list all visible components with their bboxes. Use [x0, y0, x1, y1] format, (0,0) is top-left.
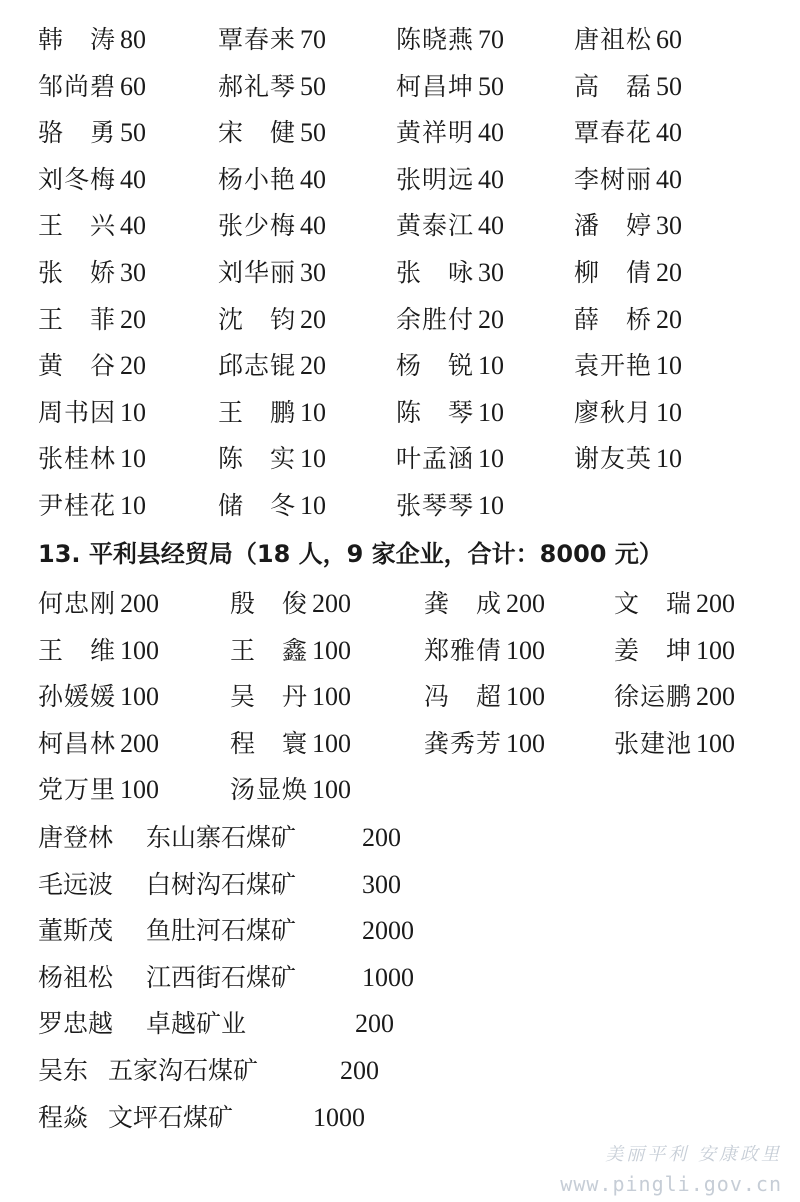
donor-entry	[574, 113, 682, 153]
donation-amount: 200	[696, 682, 736, 712]
donor-name: 储 冬	[218, 491, 297, 520]
enterprise-amount: 2000	[362, 916, 414, 946]
donation-amount: 20	[656, 258, 683, 287]
donor-entry	[38, 20, 146, 60]
donor-name: 张建池	[614, 728, 693, 758]
donor-name: 张 咏	[396, 258, 475, 287]
donor-name: 黄泰江	[396, 211, 475, 241]
donation-amount: 20	[656, 304, 683, 334]
donor-entry	[396, 253, 504, 293]
donation-amount: 10	[478, 491, 505, 520]
donor-name: 薛 桥	[574, 304, 653, 334]
donor-name: 徐运鹏	[614, 682, 693, 712]
donation-amount: 10	[120, 491, 147, 520]
watermark-url: www.pingli.gov.cn	[560, 1172, 782, 1196]
donation-amount: 100	[120, 635, 160, 665]
donation-amount: 20	[120, 304, 147, 334]
donor-name: 黄 谷	[38, 351, 117, 381]
donor-entry	[230, 631, 351, 671]
donation-amount: 100	[506, 728, 546, 758]
donor-name: 李树丽	[574, 164, 653, 194]
donor-entry	[218, 160, 326, 200]
donor-name: 廖秋月	[574, 397, 653, 427]
donor-entry	[38, 677, 159, 717]
donation-amount: 40	[478, 211, 505, 241]
donor-name: 王 兴	[38, 211, 117, 241]
donation-amount: 200	[120, 589, 160, 618]
donor-entry	[396, 439, 504, 479]
donation-amount: 100	[696, 728, 736, 758]
enterprise-company: 文坪石煤矿	[108, 1102, 234, 1132]
donor-entry	[38, 160, 146, 200]
donation-amount: 50	[478, 71, 505, 101]
donor-entry	[218, 300, 326, 340]
donor-entry	[38, 724, 159, 764]
donation-amount: 100	[120, 775, 160, 805]
donor-entry	[396, 113, 504, 153]
enterprise-amount: 300	[362, 869, 401, 899]
donation-amount: 100	[312, 682, 352, 712]
donation-amount: 30	[478, 258, 505, 287]
donation-amount: 200	[696, 589, 736, 618]
donor-name: 覃春花	[574, 118, 653, 148]
donor-entry	[574, 67, 682, 107]
donor-entry	[218, 486, 326, 526]
donor-entry	[424, 677, 545, 717]
donor-name: 尹桂花	[38, 491, 117, 520]
section-title: 13. 平利县经贸局（18 人，9 家企业，合计：8000 元）	[38, 540, 663, 568]
donor-entry	[218, 67, 326, 107]
donor-entry	[38, 206, 146, 246]
donor-name: 邹尚碧	[38, 71, 117, 101]
enterprise-company: 卓越矿业	[146, 1009, 247, 1039]
donation-amount: 10	[656, 351, 683, 381]
donation-amount: 10	[478, 444, 505, 474]
donation-amount: 200	[120, 728, 160, 758]
enterprise-person: 程焱	[38, 1102, 89, 1132]
donation-amount: 40	[120, 164, 147, 194]
donor-name: 张少梅	[218, 211, 297, 241]
donor-name: 刘华丽	[218, 258, 297, 287]
donor-entry	[38, 346, 146, 386]
donation-amount: 20	[478, 304, 505, 334]
donor-entry	[574, 20, 682, 60]
donor-name: 殷 俊	[230, 589, 309, 618]
donor-name: 孙媛媛	[38, 682, 117, 712]
donor-entry	[574, 346, 682, 386]
donor-name: 唐祖松	[574, 25, 653, 54]
donor-entry	[38, 253, 146, 293]
donor-name: 程 寰	[230, 728, 309, 758]
donation-amount: 80	[120, 25, 147, 54]
donor-entry	[38, 584, 159, 624]
donor-entry	[218, 253, 326, 293]
donation-amount: 100	[312, 635, 352, 665]
donor-entry	[38, 300, 146, 340]
donor-name: 何忠刚	[38, 589, 117, 618]
donation-amount: 30	[656, 211, 683, 241]
donation-amount: 40	[300, 164, 327, 194]
donor-entry	[230, 724, 351, 764]
donor-entry	[614, 584, 735, 624]
donation-amount: 70	[478, 25, 505, 54]
donor-entry	[38, 770, 159, 810]
enterprise-amount: 200	[340, 1056, 379, 1085]
donor-name: 邱志锟	[218, 351, 297, 381]
donor-entry	[230, 677, 351, 717]
donor-name: 陈晓燕	[396, 25, 475, 54]
donor-name: 周书因	[38, 397, 117, 427]
enterprise-company: 江西街石煤矿	[146, 962, 297, 992]
donation-amount: 40	[656, 118, 683, 148]
donor-name: 陈 实	[218, 444, 297, 474]
donor-entry	[218, 393, 326, 433]
donor-name: 叶孟涵	[396, 444, 475, 474]
donor-entry	[574, 393, 682, 433]
enterprise-person: 罗忠越	[38, 1009, 114, 1039]
donation-amount: 40	[478, 118, 505, 148]
donor-name: 高 磊	[574, 71, 653, 101]
donation-amount: 30	[300, 258, 327, 287]
donor-entry	[574, 206, 682, 246]
donor-name: 文 瑞	[614, 589, 693, 618]
donor-entry	[218, 439, 326, 479]
donor-entry	[230, 770, 351, 810]
donor-name: 汤显焕	[230, 775, 309, 805]
donor-name: 王 维	[38, 635, 117, 665]
donor-name: 郑雅倩	[424, 635, 503, 665]
donor-entry	[396, 67, 504, 107]
donor-name: 黄祥明	[396, 118, 475, 148]
donor-name: 王 鹏	[218, 397, 297, 427]
donation-amount: 40	[120, 211, 147, 241]
donation-amount: 10	[656, 397, 683, 427]
enterprise-person: 唐登林	[38, 823, 114, 852]
donor-entry	[38, 631, 159, 671]
donation-amount: 10	[478, 397, 505, 427]
donor-entry	[38, 439, 146, 479]
donor-entry	[396, 20, 504, 60]
donation-amount: 50	[656, 71, 683, 101]
enterprise-company: 鱼肚河石煤矿	[146, 916, 297, 946]
donor-entry	[38, 393, 146, 433]
donor-name: 龚 成	[424, 589, 503, 618]
donation-amount: 50	[300, 118, 327, 148]
watermark-text: 美丽平利 安康政里	[605, 1144, 782, 1165]
donor-name: 张琴琴	[396, 491, 475, 520]
donor-name: 韩 涛	[38, 25, 117, 54]
donation-amount: 10	[120, 397, 147, 427]
donor-name: 龚秀芳	[424, 728, 503, 758]
donor-entry	[396, 206, 504, 246]
donor-entry	[396, 346, 504, 386]
donor-name: 柯昌林	[38, 728, 117, 758]
donation-amount: 20	[300, 351, 327, 381]
donor-entry	[614, 724, 735, 764]
donation-amount: 200	[506, 589, 546, 618]
donor-entry	[218, 346, 326, 386]
donation-amount: 20	[120, 351, 147, 381]
enterprise-amount: 200	[355, 1009, 394, 1039]
donor-name: 刘冬梅	[38, 164, 117, 194]
donation-amount: 10	[300, 444, 327, 474]
donation-amount: 60	[656, 25, 683, 54]
donor-entry	[396, 300, 504, 340]
donation-amount: 10	[478, 351, 505, 381]
donor-entry	[424, 631, 545, 671]
donor-name: 宋 健	[218, 118, 297, 148]
donation-amount: 30	[120, 258, 147, 287]
donor-entry	[424, 584, 545, 624]
donor-entry	[396, 486, 504, 526]
donation-amount: 20	[300, 304, 327, 334]
enterprise-person: 董斯茂	[38, 916, 114, 946]
donor-name: 沈 钧	[218, 304, 297, 334]
donor-name: 柳 倩	[574, 258, 653, 287]
donation-amount: 100	[506, 682, 546, 712]
donation-amount: 10	[300, 397, 327, 427]
enterprise-company: 东山寨石煤矿	[146, 823, 297, 852]
donor-name: 袁开艳	[574, 351, 653, 381]
donor-name: 吴 丹	[230, 682, 309, 712]
donor-name: 王 鑫	[230, 635, 309, 665]
enterprise-company: 白树沟石煤矿	[146, 869, 297, 899]
donor-entry	[574, 439, 682, 479]
donor-name: 潘 婷	[574, 211, 653, 241]
donor-name: 郝礼琴	[218, 71, 297, 101]
donor-entry	[574, 160, 682, 200]
donation-amount: 40	[656, 164, 683, 194]
enterprise-amount: 1000	[362, 962, 414, 992]
donor-entry	[614, 677, 735, 717]
enterprise-person: 毛远波	[38, 869, 114, 899]
donation-amount: 100	[696, 635, 736, 665]
donor-name: 王 菲	[38, 304, 117, 334]
donor-entry	[614, 631, 735, 671]
donor-entry	[396, 393, 504, 433]
donor-entry	[38, 113, 146, 153]
donation-amount: 10	[656, 444, 683, 474]
donation-amount: 200	[312, 589, 352, 618]
donor-entry	[38, 67, 146, 107]
donor-name: 陈 琴	[396, 397, 475, 427]
donor-entry	[218, 113, 326, 153]
enterprise-person: 杨祖松	[38, 962, 114, 992]
donor-entry	[574, 253, 682, 293]
donor-name: 张明远	[396, 164, 475, 194]
donor-entry	[230, 584, 351, 624]
donor-name: 杨小艳	[218, 164, 297, 194]
donor-name: 谢友英	[574, 444, 653, 474]
donor-entry	[424, 724, 545, 764]
donation-amount: 70	[300, 25, 327, 54]
donor-name: 杨 锐	[396, 351, 475, 381]
donor-entry	[218, 20, 326, 60]
enterprise-person: 吴东	[38, 1056, 89, 1085]
donor-name: 覃春来	[218, 25, 297, 54]
donor-name: 党万里	[38, 775, 117, 805]
donation-amount: 40	[300, 211, 327, 241]
donation-amount: 50	[120, 118, 147, 148]
enterprise-company: 五家沟石煤矿	[108, 1056, 259, 1085]
donor-name: 骆 勇	[38, 118, 117, 148]
donor-name: 张 娇	[38, 258, 117, 287]
donor-entry	[218, 206, 326, 246]
donation-amount: 10	[300, 491, 327, 520]
donation-amount: 100	[506, 635, 546, 665]
donation-amount: 50	[300, 71, 327, 101]
watermark	[560, 1140, 782, 1196]
donor-name: 姜 坤	[614, 635, 693, 665]
donor-entry	[396, 160, 504, 200]
donor-name: 余胜付	[396, 304, 475, 334]
enterprise-amount: 200	[362, 823, 401, 852]
donor-name: 柯昌坤	[396, 71, 475, 101]
donation-amount: 60	[120, 71, 147, 101]
donor-entry	[38, 486, 146, 526]
donor-name: 张桂林	[38, 444, 117, 474]
donor-entry	[574, 300, 682, 340]
donation-amount: 100	[120, 682, 160, 712]
donor-name: 冯 超	[424, 682, 503, 712]
donation-amount: 100	[312, 775, 352, 805]
enterprise-amount: 1000	[313, 1102, 365, 1132]
donation-amount: 40	[478, 164, 505, 194]
donation-amount: 10	[120, 444, 147, 474]
donation-amount: 100	[312, 728, 352, 758]
